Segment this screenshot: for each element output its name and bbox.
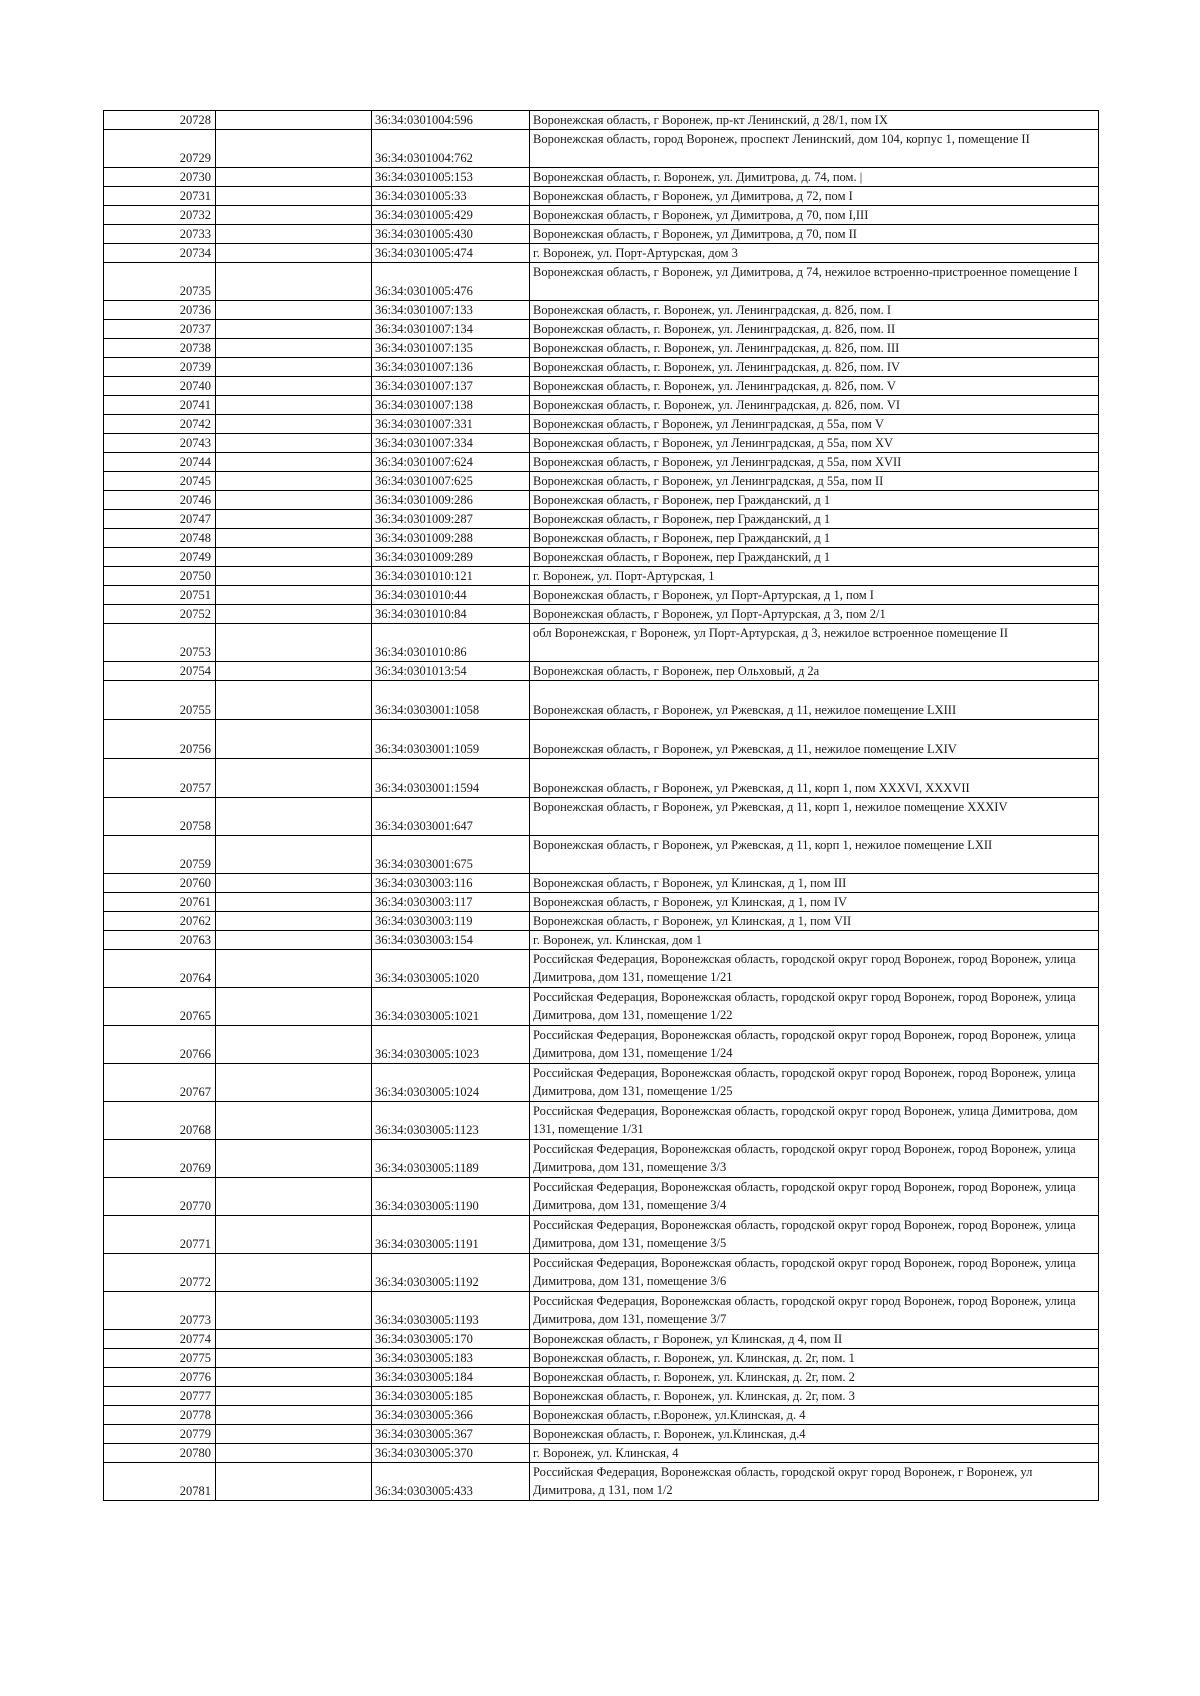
row-number: 20757 — [104, 759, 216, 798]
row-number: 20771 — [104, 1216, 216, 1254]
cadastral-number: 36:34:0303003:154 — [372, 931, 530, 950]
row-number: 20751 — [104, 586, 216, 605]
cadastral-number: 36:34:0301005:474 — [372, 244, 530, 263]
row-number: 20735 — [104, 263, 216, 301]
table-row — [104, 1140, 1099, 1178]
address: г. Воронеж, ул. Клинская, дом 1 — [530, 931, 1099, 950]
cadastral-number: 36:34:0303003:119 — [372, 912, 530, 931]
row-number: 20731 — [104, 187, 216, 206]
address: г. Воронеж, ул. Клинская, 4 — [530, 1444, 1099, 1463]
table-row — [104, 434, 1099, 453]
row-number: 20767 — [104, 1064, 216, 1102]
row-number: 20779 — [104, 1425, 216, 1444]
row-number: 20741 — [104, 396, 216, 415]
cadastral-number: 36:34:0303005:433 — [372, 1463, 530, 1501]
table-row — [104, 1368, 1099, 1387]
row-number: 20772 — [104, 1254, 216, 1292]
table-row — [104, 931, 1099, 950]
empty-cell — [216, 874, 372, 893]
cadastral-number: 36:34:0301007:624 — [372, 453, 530, 472]
address: Воронежская область, г Воронеж, пер Ольховый, д 2а — [530, 662, 1099, 681]
table-row — [104, 662, 1099, 681]
cadastral-number: 36:34:0303001:675 — [372, 836, 530, 874]
address: Воронежская область, г Воронеж, пер Гражданский, д 1 — [530, 510, 1099, 529]
cadastral-number: 36:34:0301004:762 — [372, 130, 530, 168]
address: Воронежская область, г Воронеж, ул Димитрова, д 70, пом I,III — [530, 206, 1099, 225]
table-row — [104, 950, 1099, 988]
table-row — [104, 681, 1099, 720]
row-number: 20756 — [104, 720, 216, 759]
empty-cell — [216, 988, 372, 1026]
row-number: 20745 — [104, 472, 216, 491]
empty-cell — [216, 1064, 372, 1102]
cadastral-number: 36:34:0303005:1189 — [372, 1140, 530, 1178]
row-number: 20774 — [104, 1330, 216, 1349]
empty-cell — [216, 1406, 372, 1425]
cadastral-number: 36:34:0301013:54 — [372, 662, 530, 681]
row-number: 20752 — [104, 605, 216, 624]
address: Воронежская область, г Воронеж, пер Гражданский, д 1 — [530, 548, 1099, 567]
cadastral-number: 36:34:0301007:138 — [372, 396, 530, 415]
table-row — [104, 130, 1099, 168]
cadastral-number: 36:34:0301005:429 — [372, 206, 530, 225]
empty-cell — [216, 1026, 372, 1064]
empty-cell — [216, 1102, 372, 1140]
table-row — [104, 453, 1099, 472]
table-row — [104, 1387, 1099, 1406]
table-row — [104, 168, 1099, 187]
table-row — [104, 111, 1099, 130]
address: Воронежская область, г Воронеж, ул Ленинградская, д 55а, пом XV — [530, 434, 1099, 453]
address: Российская Федерация, Воронежская область, городской округ город Воронеж, улица Димитрова, дом 131, помещение 1/31 — [530, 1102, 1099, 1140]
empty-cell — [216, 472, 372, 491]
row-number: 20780 — [104, 1444, 216, 1463]
table-row — [104, 893, 1099, 912]
table-row — [104, 1026, 1099, 1064]
cadastral-number: 36:34:0303005:1021 — [372, 988, 530, 1026]
table-row — [104, 1064, 1099, 1102]
empty-cell — [216, 453, 372, 472]
empty-cell — [216, 1216, 372, 1254]
address: Воронежская область, г. Воронеж, ул.Клинская, д.4 — [530, 1425, 1099, 1444]
empty-cell — [216, 415, 372, 434]
row-number: 20734 — [104, 244, 216, 263]
row-number: 20768 — [104, 1102, 216, 1140]
empty-cell — [216, 720, 372, 759]
row-number: 20736 — [104, 301, 216, 320]
address: Российская Федерация, Воронежская область, городской округ город Воронеж, г Воронеж, ул Димитрова, д 131, пом 1/2 — [530, 1463, 1099, 1501]
empty-cell — [216, 1387, 372, 1406]
cadastral-number: 36:34:0303005:370 — [372, 1444, 530, 1463]
empty-cell — [216, 187, 372, 206]
address: Воронежская область, г. Воронеж, ул. Клинская, д. 2г, пом. 3 — [530, 1387, 1099, 1406]
cadastral-number: 36:34:0303005:1024 — [372, 1064, 530, 1102]
cadastral-number: 36:34:0301007:137 — [372, 377, 530, 396]
address: Российская Федерация, Воронежская область, городской округ город Воронеж, город Воронеж, улица Димитрова, дом 131, помещение 3/7 — [530, 1292, 1099, 1330]
cadastral-number: 36:34:0301004:596 — [372, 111, 530, 130]
empty-cell — [216, 206, 372, 225]
registry-table — [103, 110, 1099, 1501]
row-number: 20763 — [104, 931, 216, 950]
cadastral-number: 36:34:0303005:1193 — [372, 1292, 530, 1330]
row-number: 20730 — [104, 168, 216, 187]
cadastral-number: 36:34:0303005:1023 — [372, 1026, 530, 1064]
row-number: 20765 — [104, 988, 216, 1026]
table-row — [104, 567, 1099, 586]
empty-cell — [216, 662, 372, 681]
cadastral-number: 36:34:0303005:185 — [372, 1387, 530, 1406]
table-row — [104, 529, 1099, 548]
cadastral-number: 36:34:0303005:184 — [372, 1368, 530, 1387]
empty-cell — [216, 168, 372, 187]
table-row — [104, 1102, 1099, 1140]
address: Российская Федерация, Воронежская область, городской округ город Воронеж, город Воронеж, улица Димитрова, дом 131, помещение 1/21 — [530, 950, 1099, 988]
row-number: 20746 — [104, 491, 216, 510]
row-number: 20742 — [104, 415, 216, 434]
address: Российская Федерация, Воронежская область, городской округ город Воронеж, город Воронеж, улица Димитрова, дом 131, помещение 3/4 — [530, 1178, 1099, 1216]
cadastral-number: 36:34:0301007:133 — [372, 301, 530, 320]
table-row — [104, 377, 1099, 396]
cadastral-number: 36:34:0303005:1123 — [372, 1102, 530, 1140]
cadastral-number: 36:34:0303001:1594 — [372, 759, 530, 798]
table-row — [104, 339, 1099, 358]
table-row — [104, 358, 1099, 377]
row-number: 20781 — [104, 1463, 216, 1501]
empty-cell — [216, 567, 372, 586]
table-row — [104, 988, 1099, 1026]
empty-cell — [216, 1330, 372, 1349]
table-row — [104, 1463, 1099, 1501]
address: Воронежская область, город Воронеж, проспект Ленинский, дом 104, корпус 1, помещение II — [530, 130, 1099, 168]
row-number: 20764 — [104, 950, 216, 988]
table-row — [104, 1254, 1099, 1292]
row-number: 20759 — [104, 836, 216, 874]
row-number: 20740 — [104, 377, 216, 396]
row-number: 20761 — [104, 893, 216, 912]
cadastral-number: 36:34:0301009:286 — [372, 491, 530, 510]
cadastral-number: 36:34:0303005:170 — [372, 1330, 530, 1349]
table-row — [104, 874, 1099, 893]
cadastral-number: 36:34:0301010:84 — [372, 605, 530, 624]
empty-cell — [216, 759, 372, 798]
empty-cell — [216, 681, 372, 720]
row-number: 20762 — [104, 912, 216, 931]
address: Воронежская область, г. Воронеж, ул. Ленинградская, д. 82б, пом. I — [530, 301, 1099, 320]
empty-cell — [216, 836, 372, 874]
address: Воронежская область, г. Воронеж, ул. Ленинградская, д. 82б, пом. IV — [530, 358, 1099, 377]
row-number: 20769 — [104, 1140, 216, 1178]
table-row — [104, 244, 1099, 263]
row-number: 20776 — [104, 1368, 216, 1387]
cadastral-number: 36:34:0303003:117 — [372, 893, 530, 912]
table-row — [104, 510, 1099, 529]
empty-cell — [216, 912, 372, 931]
table-row — [104, 912, 1099, 931]
cadastral-number: 36:34:0303001:1059 — [372, 720, 530, 759]
row-number: 20733 — [104, 225, 216, 244]
row-number: 20755 — [104, 681, 216, 720]
row-number: 20773 — [104, 1292, 216, 1330]
cadastral-number: 36:34:0303005:1020 — [372, 950, 530, 988]
table-row — [104, 798, 1099, 836]
row-number: 20754 — [104, 662, 216, 681]
table-row — [104, 320, 1099, 339]
empty-cell — [216, 1140, 372, 1178]
row-number: 20777 — [104, 1387, 216, 1406]
empty-cell — [216, 339, 372, 358]
cadastral-number: 36:34:0301007:331 — [372, 415, 530, 434]
row-number: 20738 — [104, 339, 216, 358]
address: Воронежская область, г Воронеж, ул Порт-Артурская, д 3, пом 2/1 — [530, 605, 1099, 624]
empty-cell — [216, 893, 372, 912]
empty-cell — [216, 130, 372, 168]
cadastral-number: 36:34:0301005:476 — [372, 263, 530, 301]
cadastral-number: 36:34:0301009:288 — [372, 529, 530, 548]
cadastral-number: 36:34:0303005:183 — [372, 1349, 530, 1368]
address: г. Воронеж, ул. Порт-Артурская, 1 — [530, 567, 1099, 586]
empty-cell — [216, 510, 372, 529]
empty-cell — [216, 1292, 372, 1330]
row-number: 20744 — [104, 453, 216, 472]
empty-cell — [216, 586, 372, 605]
address: Воронежская область, г. Воронеж, ул. Ленинградская, д. 82б, пом. III — [530, 339, 1099, 358]
cadastral-number: 36:34:0303005:1191 — [372, 1216, 530, 1254]
empty-cell — [216, 548, 372, 567]
table-row — [104, 624, 1099, 662]
table-row — [104, 415, 1099, 434]
address: г. Воронеж, ул. Порт-Артурская, дом 3 — [530, 244, 1099, 263]
address: Воронежская область, г Воронеж, ул Клинская, д 1, пом IV — [530, 893, 1099, 912]
row-number: 20728 — [104, 111, 216, 130]
address: Воронежская область, г Воронеж, ул Ржевская, д 11, корп 1, пом XXXVI, XXXVII — [530, 759, 1099, 798]
address: Воронежская область, г. Воронеж, ул. Димитрова, д. 74, пом. | — [530, 168, 1099, 187]
cadastral-number: 36:34:0301007:136 — [372, 358, 530, 377]
address: Воронежская область, г Воронеж, ул Ржевская, д 11, нежилое помещение LXIV — [530, 720, 1099, 759]
address: Российская Федерация, Воронежская область, городской округ город Воронеж, город Воронеж, улица Димитрова, дом 131, помещение 3/5 — [530, 1216, 1099, 1254]
address: Воронежская область, г Воронеж, ул Ржевская, д 11, корп 1, нежилое помещение XXXIV — [530, 798, 1099, 836]
empty-cell — [216, 1349, 372, 1368]
table-row — [104, 1425, 1099, 1444]
empty-cell — [216, 605, 372, 624]
cadastral-number: 36:34:0303001:647 — [372, 798, 530, 836]
empty-cell — [216, 798, 372, 836]
table-row — [104, 1330, 1099, 1349]
address: Воронежская область, г Воронеж, пр-кт Ленинский, д 28/1, пом IX — [530, 111, 1099, 130]
row-number: 20758 — [104, 798, 216, 836]
address: Воронежская область, г Воронеж, ул Ленинградская, д 55а, пом V — [530, 415, 1099, 434]
empty-cell — [216, 377, 372, 396]
cadastral-number: 36:34:0301009:289 — [372, 548, 530, 567]
table-row — [104, 491, 1099, 510]
table-row — [104, 187, 1099, 206]
address: Воронежская область, г Воронеж, ул Клинская, д 1, пом VII — [530, 912, 1099, 931]
cadastral-number: 36:34:0301007:135 — [372, 339, 530, 358]
row-number: 20737 — [104, 320, 216, 339]
table-row — [104, 720, 1099, 759]
cadastral-number: 36:34:0301007:625 — [372, 472, 530, 491]
empty-cell — [216, 111, 372, 130]
table-row — [104, 472, 1099, 491]
row-number: 20753 — [104, 624, 216, 662]
table-row — [104, 605, 1099, 624]
empty-cell — [216, 434, 372, 453]
empty-cell — [216, 358, 372, 377]
address: Воронежская область, г Воронеж, ул Порт-Артурская, д 1, пом I — [530, 586, 1099, 605]
empty-cell — [216, 491, 372, 510]
empty-cell — [216, 1444, 372, 1463]
address: Воронежская область, г. Воронеж, ул. Ленинградская, д. 82б, пом. V — [530, 377, 1099, 396]
cadastral-number: 36:34:0303001:1058 — [372, 681, 530, 720]
cadastral-number: 36:34:0303003:116 — [372, 874, 530, 893]
table-row — [104, 1216, 1099, 1254]
table-row — [104, 586, 1099, 605]
address: Российская Федерация, Воронежская область, городской округ город Воронеж, город Воронеж, улица Димитрова, дом 131, помещение 1/22 — [530, 988, 1099, 1026]
empty-cell — [216, 624, 372, 662]
address: Воронежская область, г Воронеж, ул Ленинградская, д 55а, пом II — [530, 472, 1099, 491]
row-number: 20770 — [104, 1178, 216, 1216]
cadastral-number: 36:34:0301010:44 — [372, 586, 530, 605]
address: Российская Федерация, Воронежская область, городской округ город Воронеж, город Воронеж, улица Димитрова, дом 131, помещение 1/24 — [530, 1026, 1099, 1064]
row-number: 20729 — [104, 130, 216, 168]
empty-cell — [216, 931, 372, 950]
address: Воронежская область, г. Воронеж, ул. Клинская, д. 2г, пом. 2 — [530, 1368, 1099, 1387]
address: Воронежская область, г Воронеж, ул Клинская, д 4, пом II — [530, 1330, 1099, 1349]
address: Воронежская область, г Воронеж, ул Димитрова, д 72, пом I — [530, 187, 1099, 206]
address: Российская Федерация, Воронежская область, городской округ город Воронеж, город Воронеж, улица Димитрова, дом 131, помещение 3/3 — [530, 1140, 1099, 1178]
address: Воронежская область, г.Воронеж, ул.Клинская, д. 4 — [530, 1406, 1099, 1425]
empty-cell — [216, 1254, 372, 1292]
address: Воронежская область, г Воронеж, ул Ржевская, д 11, нежилое помещение LXIII — [530, 681, 1099, 720]
row-number: 20739 — [104, 358, 216, 377]
table-row — [104, 759, 1099, 798]
row-number: 20732 — [104, 206, 216, 225]
table-row — [104, 263, 1099, 301]
row-number: 20760 — [104, 874, 216, 893]
empty-cell — [216, 529, 372, 548]
table-row — [104, 225, 1099, 244]
empty-cell — [216, 396, 372, 415]
table-row — [104, 396, 1099, 415]
empty-cell — [216, 225, 372, 244]
address: Воронежская область, г Воронеж, ул Ржевская, д 11, корп 1, нежилое помещение LXII — [530, 836, 1099, 874]
cadastral-number: 36:34:0303005:1190 — [372, 1178, 530, 1216]
address: Российская Федерация, Воронежская область, городской округ город Воронеж, город Воронеж, улица Димитрова, дом 131, помещение 1/25 — [530, 1064, 1099, 1102]
cadastral-number: 36:34:0301005:430 — [372, 225, 530, 244]
row-number: 20750 — [104, 567, 216, 586]
address: Воронежская область, г. Воронеж, ул. Ленинградская, д. 82б, пом. VI — [530, 396, 1099, 415]
address: обл Воронежская, г Воронеж, ул Порт-Артурская, д 3, нежилое встроенное помещение II — [530, 624, 1099, 662]
registry-body — [104, 111, 1099, 1501]
empty-cell — [216, 1368, 372, 1387]
cadastral-number: 36:34:0303005:367 — [372, 1425, 530, 1444]
cadastral-number: 36:34:0301009:287 — [372, 510, 530, 529]
empty-cell — [216, 320, 372, 339]
empty-cell — [216, 1178, 372, 1216]
empty-cell — [216, 950, 372, 988]
empty-cell — [216, 1425, 372, 1444]
table-row — [104, 1292, 1099, 1330]
address: Воронежская область, г Воронеж, ул Димитрова, д 70, пом II — [530, 225, 1099, 244]
table-row — [104, 206, 1099, 225]
table-row — [104, 1349, 1099, 1368]
address: Воронежская область, г Воронеж, пер Гражданский, д 1 — [530, 491, 1099, 510]
address: Воронежская область, г. Воронеж, ул. Ленинградская, д. 82б, пом. II — [530, 320, 1099, 339]
address: Воронежская область, г Воронеж, ул Клинская, д 1, пом III — [530, 874, 1099, 893]
cadastral-number: 36:34:0303005:366 — [372, 1406, 530, 1425]
cadastral-number: 36:34:0301007:334 — [372, 434, 530, 453]
table-row — [104, 1406, 1099, 1425]
address: Воронежская область, г Воронеж, ул Ленинградская, д 55а, пом XVII — [530, 453, 1099, 472]
address: Воронежская область, г Воронеж, пер Гражданский, д 1 — [530, 529, 1099, 548]
row-number: 20778 — [104, 1406, 216, 1425]
cadastral-number: 36:34:0301010:121 — [372, 567, 530, 586]
cadastral-number: 36:34:0303005:1192 — [372, 1254, 530, 1292]
empty-cell — [216, 1463, 372, 1501]
table-row — [104, 548, 1099, 567]
address: Российская Федерация, Воронежская область, городской округ город Воронеж, город Воронеж, улица Димитрова, дом 131, помещение 3/6 — [530, 1254, 1099, 1292]
row-number: 20743 — [104, 434, 216, 453]
row-number: 20747 — [104, 510, 216, 529]
table-row — [104, 836, 1099, 874]
empty-cell — [216, 263, 372, 301]
table-row — [104, 301, 1099, 320]
row-number: 20766 — [104, 1026, 216, 1064]
table-row — [104, 1444, 1099, 1463]
table-row — [104, 1178, 1099, 1216]
row-number: 20775 — [104, 1349, 216, 1368]
empty-cell — [216, 244, 372, 263]
cadastral-number: 36:34:0301010:86 — [372, 624, 530, 662]
empty-cell — [216, 301, 372, 320]
cadastral-number: 36:34:0301005:153 — [372, 168, 530, 187]
row-number: 20748 — [104, 529, 216, 548]
address: Воронежская область, г Воронеж, ул Димитрова, д 74, нежилое встроенно-пристроенное помещение I — [530, 263, 1099, 301]
cadastral-number: 36:34:0301005:33 — [372, 187, 530, 206]
address: Воронежская область, г. Воронеж, ул. Клинская, д. 2г, пом. 1 — [530, 1349, 1099, 1368]
cadastral-number: 36:34:0301007:134 — [372, 320, 530, 339]
row-number: 20749 — [104, 548, 216, 567]
